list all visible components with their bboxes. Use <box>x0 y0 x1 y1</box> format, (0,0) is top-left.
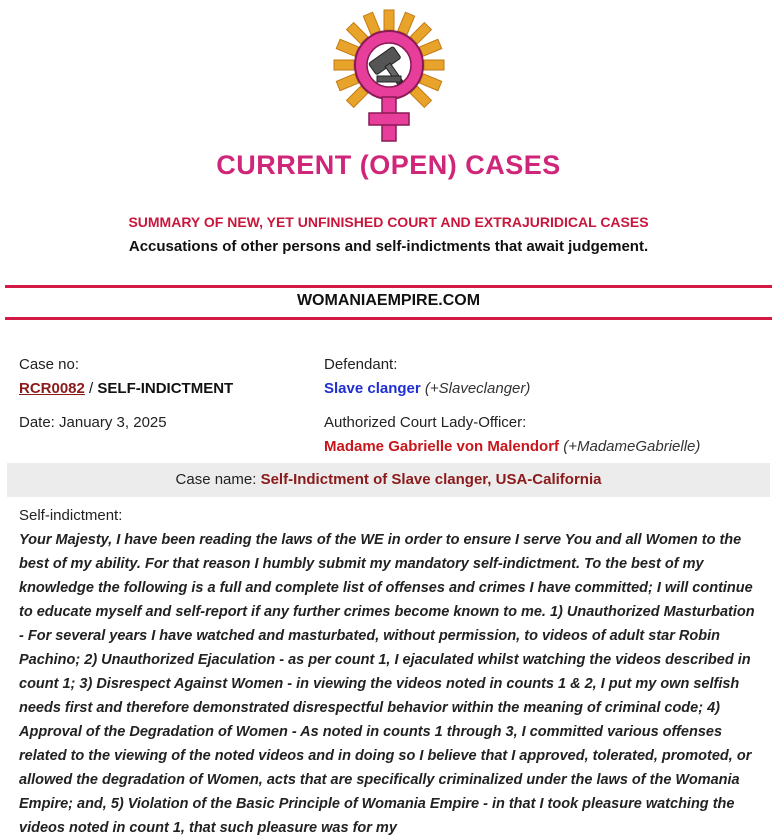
case-separator: / <box>84 380 98 397</box>
divider-bottom <box>5 317 772 320</box>
defendant-label: Defendant: <box>324 356 398 373</box>
case-no-label: Case no: <box>19 356 80 373</box>
womania-emblem-icon <box>329 8 449 143</box>
case-type: SELF-INDICTMENT <box>97 380 234 397</box>
officer-label: Authorized Court Lady-Officer: <box>324 414 527 431</box>
self-indictment-label: Self-indictment: <box>19 507 123 524</box>
case-name-bar <box>7 463 770 497</box>
case-date: Date: January 3, 2025 <box>19 414 167 431</box>
officer-handle: (+MadameGabrielle) <box>563 438 701 455</box>
page-description: Accusations of other persons and self-indictments that await judgement. <box>128 238 649 255</box>
case-number <box>19 380 233 397</box>
site-name: WOMANIAEMPIRE.COM <box>296 292 481 309</box>
case-name: Self-Indictment of Slave clanger, USA-California <box>260 471 602 488</box>
page-subtitle: SUMMARY OF NEW, YET UNFINISHED COURT AND EXTRAJURIDICAL CASES <box>128 214 649 230</box>
defendant <box>324 380 530 397</box>
case-id-link[interactable]: RCR0082 <box>19 380 85 397</box>
officer-name: Madame Gabrielle von Malendorf <box>324 438 560 455</box>
page-title: CURRENT (OPEN) CASES <box>216 150 561 180</box>
logo-container <box>0 8 777 148</box>
defendant-handle: (+Slaveclanger) <box>424 380 531 397</box>
case-name-label: Case name: <box>175 471 261 488</box>
defendant-name: Slave clanger <box>324 380 421 397</box>
divider-top <box>5 285 772 288</box>
officer <box>324 438 700 455</box>
self-indictment-text: Your Majesty, I have been reading the laws of the WE in order to ensure I serve You and all Women to the best of my ability. For that reason I humbly submit my mandatory self-indictment. To the best of my knowledge the following is a full and complete list of offenses and crimes I have committed; I will continue to educate myself and self-report if any further crimes become known to me. 1) Unauthorized Masturbation - For several years I have watched and masturbated, without permission, to videos of adult star Robin Pachino; 2) Unauthorized Ejaculation - as per count 1, I ejaculated whilst watching the videos described in count 1; 3) Disrespect Against Women - in viewing the videos noted in counts 1 & 2, I put my own selfish needs first and therefore demonstrated disrespectful behavior within the meaning of criminal code; 4) Approval of the Degradation of Women - As noted in counts 1 through 3, I committed various offenses related to the viewing of the noted videos and in doing so I believe that I approved, tolerated, promoted, or allowed the degradation of Women, acts that are specifically criminalized under the laws of the Womania Empire; and, 5) Violation of the Basic Principle of Womania Empire - in that I took pleasure watching the videos noted in count 1, that such pleasure was for my <box>19 532 755 836</box>
